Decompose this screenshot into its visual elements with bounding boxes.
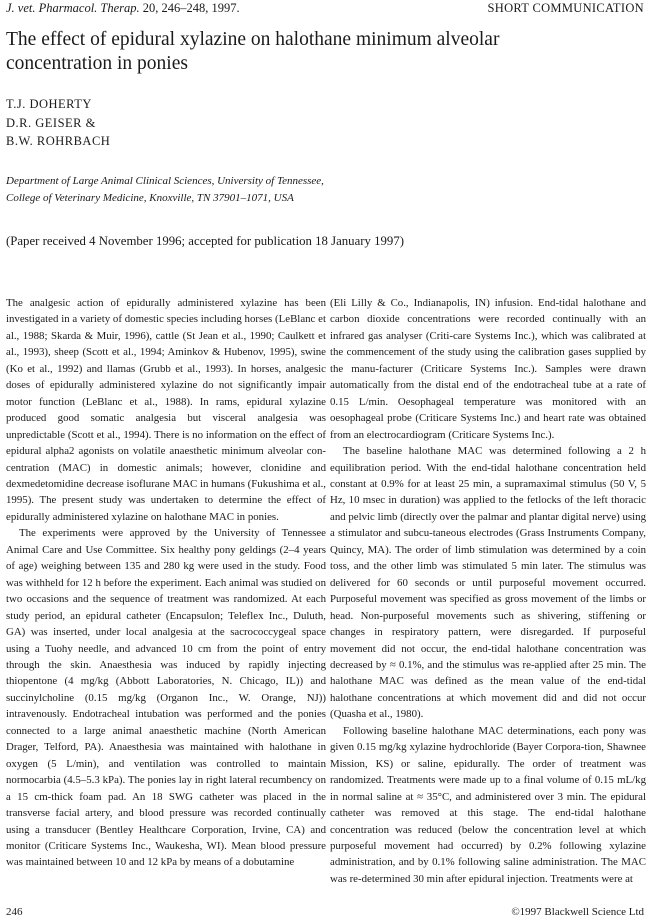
received-dates: (Paper received 4 November 1996; accepted for publication 18 January 1997) <box>6 234 404 248</box>
author-2: D.R. GEISER & <box>6 115 96 130</box>
body-column-right <box>330 295 646 887</box>
section-label: SHORT COMMUNICATION <box>487 1 644 15</box>
author-3: B.W. ROHRBACH <box>6 134 111 148</box>
paragraph: The experiments were approved by the University of Tennessee Animal Care and Use Committee. Six healthy pony geldings (2–4 years of age) weighing between 135 and 280 kg were used in the study. Food was withheld for 12 h before the experiment. Each animal was studied on two occasions and the sequence of treatment was randomized. At each study period, an epidural catheter (Encapsulon; Teleflex Inc., Duluth, GA) was inserted, under local analgesia at the sacrococcygeal space using a Tuohy needle, and advanced 10 cm from the point of entry through the skin. Anaesthesia was induced by rapidly injecting thiopentone (4 mg/kg (Abbott Laboratories, N. Chicago, IL)) and succinylcholine (0.15 mg/kg (Organon Inc., W. Orange, NJ)) intravenously. Endotracheal intubation was performed and the ponies connected to a large animal anaesthetic machine (North American Drager, Telford, PA). Anaesthesia was maintained with halothane in oxygen (5 L/min), and ventilation was controlled to maintain normocarbia (4.5–5.3 kPa). The ponies lay in right lateral recumbency on a 15 cm-thick foam pad. An 18 SWG catheter was placed in the transverse facial artery, and blood pressure was recorded continually using a transducer (Bentley Healthcare Corporation, Irvine, CA) and monitor (Criticare Systems Inc., Waukesha, WI). Mean blood pressure was maintained between 10 and 12 kPa by means of a dobutamine <box>6 527 326 869</box>
article-title: The effect of epidural xylazine on halothane minimum alveolar concentration in ponies <box>6 29 500 74</box>
affiliation-line-2: College of Veterinary Medicine, Knoxville, TN 37901–1071, USA <box>6 192 294 204</box>
affiliation-line-1: Department of Large Animal Clinical Sciences, University of Tennessee, <box>6 175 324 187</box>
author-list <box>6 95 110 151</box>
author-1: T.J. DOHERTY <box>6 97 92 111</box>
paragraph: The baseline halothane MAC was determined following a 2 h equilibration period. With the end-tidal halothane concentration held constant at 0.9% for at least 25 min, a supramaximal stimulus (50 V, 5 Hz, 10 msec in duration) was applied to the fetlocks of the left thoracic and pelvic limb (directly over the palmar and plantar digital nerve) using a stimulator and subcu-taneous electrodes (Grass Instruments Company, Quincy, MA). The order of limb stimulation was determined by a coin toss, and the other limb was stimulated 5 min later. The stimulus was delivered for 60 seconds or until purposeful movement occurred. Purposeful movement was specified as gross movement of the limbs or head. Non-purposeful movements such as shivering, stiffening or changes in respiratory pattern, were disregarded. If purposeful movement did not occur, the end-tidal halothane concentration was decreased by ≈ 0.1%, and the stimulus was re-applied after 25 min. The halothane MAC was defined as the mean value of the end-tidal halothane concentrations at which movement did and did not occur (Quasha et al., 1980). <box>330 445 646 721</box>
paragraph: Following baseline halothane MAC determinations, each pony was given 0.15 mg/kg xylazine hydrochloride (Bayer Corpora-tion, Shawnee Mission, KS) or saline, epidurally. The order of treatment was randomized. Treatments were made up to a final volume of 0.15 mL/kg in normal saline at ≈ 35°C, and administered over 3 min. The epidural catheter was removed at this stage. The end-tidal halothane concentration was reduced (below the concentration level at which purposeful movement had occurred) by 0.2% following xylazine administration, and by 0.1% following saline administration. The MAC was re-determined 30 min after epidural injection. Treatments were at <box>330 724 646 885</box>
affiliation <box>6 173 606 207</box>
journal-citation <box>6 0 240 16</box>
page-number: 246 <box>6 906 23 918</box>
journal-abbrev: J. vet. Pharmacol. Therap. <box>6 1 140 15</box>
paragraph: (Eli Lilly & Co., Indianapolis, IN) infusion. End-tidal halothane and carbon dioxide concentrations were recorded continually with an infrared gas analyser (Criti-care Systems Inc.), which was calibrated at the commencement of the study using the calibration gases supplied by the manu-facturer (Criticare Systems Inc.). Samples were drawn automatically from the distal end of the endotracheal tube at a rate of 0.15 L/min. Oesophageal temperature was monitored with an oesophageal probe (Criticare Systems Inc.) and heart rate was obtained from an electrocardiogram (Criticare Systems Inc.). <box>330 297 646 441</box>
page-footer <box>6 905 644 919</box>
running-head <box>6 0 644 16</box>
journal-volume-year: 20, 246–248, 1997. <box>142 1 240 15</box>
paragraph: The analgesic action of epidurally administered xylazine has been investigated in a variety of domestic species including horses (LeBlanc et al., 1988; Skarda & Muir, 1996), cattle (St Jean et al., 1990; Caulkett et al., 1993), sheep (Scott et al., 1994; Aminkov & Hubenov, 1995), swine (Ko et al., 1992) and llamas (Grubb et al., 1993). In horses, analgesic doses of epidurally administered xylazine do not significantly impair motor function (LeBlanc et al., 1988). In rams, epidural xylazine produced good somatic analgesia but visceral analgesia was unpredictable (Scott et al., 1994). There is no information on the effect of epidural alpha2 agonists on volatile anaesthetic minimum alveolar con-centration (MAC) in domestic animals; however, clonidine and dexmedetomidine decrease isoflurane MAC in humans (Fukushima et al., 1995). The present study was undertaken to determine the effect of epidurally administered xylazine on halothane MAC in ponies. <box>6 297 326 523</box>
body-column-left <box>6 295 326 871</box>
copyright-notice: ©1997 Blackwell Science Ltd <box>511 906 644 918</box>
